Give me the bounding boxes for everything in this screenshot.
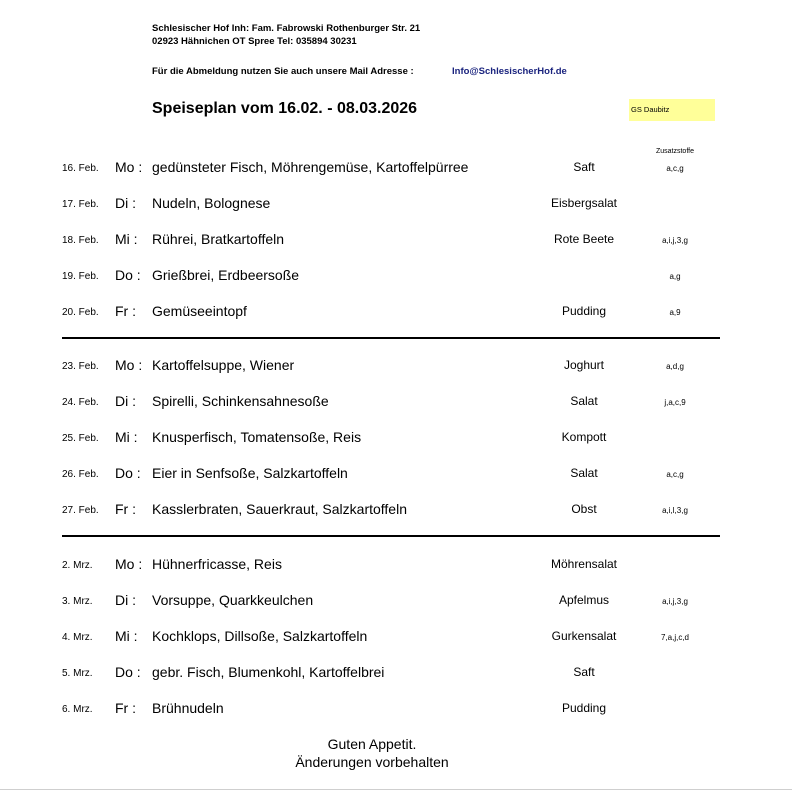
row-date: 20. Feb.	[62, 307, 99, 318]
row-side: Pudding	[561, 701, 607, 715]
row-weekday: Do :	[115, 664, 141, 680]
row-dish: gebr. Fisch, Blumenkohl, Kartoffelbrei	[152, 664, 385, 680]
row-side: Saft	[573, 160, 595, 174]
row-additives: a,9	[669, 308, 681, 317]
row-date: 17. Feb.	[62, 199, 99, 210]
row-side: Obst	[571, 502, 597, 516]
row-side: Salat	[570, 394, 598, 408]
row-side: Eisbergsalat	[550, 196, 618, 210]
row-weekday: Do :	[115, 267, 141, 283]
menu-row	[0, 231, 792, 249]
row-dish: Rührei, Bratkartoffeln	[152, 231, 285, 247]
menu-row	[0, 429, 792, 447]
row-weekday: Mi :	[115, 429, 138, 445]
mail-link[interactable]: Info@SchlesischerHof.de	[452, 66, 567, 77]
row-date: 4. Mrz.	[62, 632, 93, 643]
row-date: 26. Feb.	[62, 469, 99, 480]
row-dish: Kasslerbraten, Sauerkraut, Salzkartoffeln	[152, 501, 407, 517]
row-side: Rote Beete	[553, 232, 615, 246]
restaurant-info: Schlesischer Hof Inh: Fam. Fabrowski Rothenburger Str. 21	[152, 23, 421, 34]
row-side: Joghurt	[563, 358, 605, 372]
menu-row	[0, 393, 792, 411]
row-date: 18. Feb.	[62, 235, 99, 246]
row-weekday: Mo :	[115, 159, 143, 175]
row-dish: Vorsuppe, Quarkkeulchen	[152, 592, 314, 608]
menu-row	[0, 303, 792, 321]
row-dish: Eier in Senfsoße, Salzkartoffeln	[152, 465, 348, 481]
week-divider	[62, 337, 720, 339]
row-date: 2. Mrz.	[62, 560, 93, 571]
additives-header: Zusatzstoffe	[655, 148, 694, 155]
footer-disclaimer: Änderungen vorbehalten	[295, 754, 449, 770]
row-dish: Brühnudeln	[152, 700, 224, 716]
row-dish: Spirelli, Schinkensahnesoße	[152, 393, 329, 409]
row-side: Gurkensalat	[551, 629, 617, 643]
row-date: 25. Feb.	[62, 433, 99, 444]
row-additives: a,i,l,3,g	[662, 506, 688, 515]
menu-row	[0, 592, 792, 610]
row-weekday: Do :	[115, 465, 141, 481]
row-dish: Kartoffelsuppe, Wiener	[152, 357, 295, 373]
row-date: 24. Feb.	[62, 397, 99, 408]
mail-prompt: Für die Abmeldung nutzen Sie auch unsere Mail Adresse :	[152, 66, 414, 77]
menu-row	[0, 664, 792, 682]
row-date: 27. Feb.	[62, 505, 99, 516]
row-date: 3. Mrz.	[62, 596, 93, 607]
menu-row	[0, 465, 792, 483]
row-weekday: Di :	[115, 393, 136, 409]
row-additives: a,d,g	[666, 362, 684, 371]
row-weekday: Fr :	[115, 303, 136, 319]
row-weekday: Mi :	[115, 231, 138, 247]
row-date: 16. Feb.	[62, 163, 99, 174]
row-side: Kompott	[561, 430, 607, 444]
row-additives: a,i,j,3,g	[662, 236, 688, 245]
row-additives: 7,a,j,c,d	[660, 633, 689, 642]
row-weekday: Mo :	[115, 556, 143, 572]
row-date: 23. Feb.	[62, 361, 99, 372]
page-bottom-border	[0, 789, 792, 790]
page-title: Speiseplan vom 16.02. - 08.03.2026	[152, 100, 418, 117]
row-date: 6. Mrz.	[62, 704, 93, 715]
row-date: 5. Mrz.	[62, 668, 93, 679]
row-dish: Kochklops, Dillsoße, Salzkartoffeln	[152, 628, 368, 644]
footer-greeting: Guten Appetit.	[327, 736, 417, 752]
menu-row	[0, 556, 792, 574]
school-badge: GS Daubitz	[629, 99, 715, 121]
row-weekday: Di :	[115, 592, 136, 608]
row-side: Möhrensalat	[550, 557, 618, 571]
row-additives: j,a,c,9	[664, 398, 686, 407]
menu-row	[0, 501, 792, 519]
row-dish: Gemüseeintopf	[152, 303, 247, 319]
menu-row	[0, 267, 792, 285]
row-side: Salat	[570, 466, 598, 480]
row-side: Pudding	[561, 304, 607, 318]
row-side: Apfelmus	[558, 593, 610, 607]
row-date: 19. Feb.	[62, 271, 99, 282]
row-weekday: Fr :	[115, 501, 136, 517]
menu-row	[0, 700, 792, 718]
row-dish: Grießbrei, Erdbeersoße	[152, 267, 300, 283]
menu-row	[0, 628, 792, 646]
row-dish: gedünsteter Fisch, Möhrengemüse, Kartoffelpürree	[152, 159, 469, 175]
row-additives: a,g	[669, 272, 681, 281]
row-additives: a,i,j,3,g	[662, 597, 688, 606]
row-additives: a,c,g	[666, 470, 684, 479]
week-divider	[62, 535, 720, 537]
row-weekday: Mi :	[115, 628, 138, 644]
row-dish: Knusperfisch, Tomatensoße, Reis	[152, 429, 362, 445]
restaurant-address: 02923 Hähnichen OT Spree Tel: 035894 30231	[152, 36, 357, 47]
row-dish: Nudeln, Bolognese	[152, 195, 271, 211]
row-weekday: Mo :	[115, 357, 143, 373]
row-dish: Hühnerfricasse, Reis	[152, 556, 282, 572]
menu-row	[0, 357, 792, 375]
row-weekday: Fr :	[115, 700, 136, 716]
row-weekday: Di :	[115, 195, 136, 211]
row-additives: a,c,g	[666, 164, 684, 173]
menu-row	[0, 195, 792, 213]
row-side: Saft	[573, 665, 595, 679]
menu-row	[0, 159, 792, 177]
